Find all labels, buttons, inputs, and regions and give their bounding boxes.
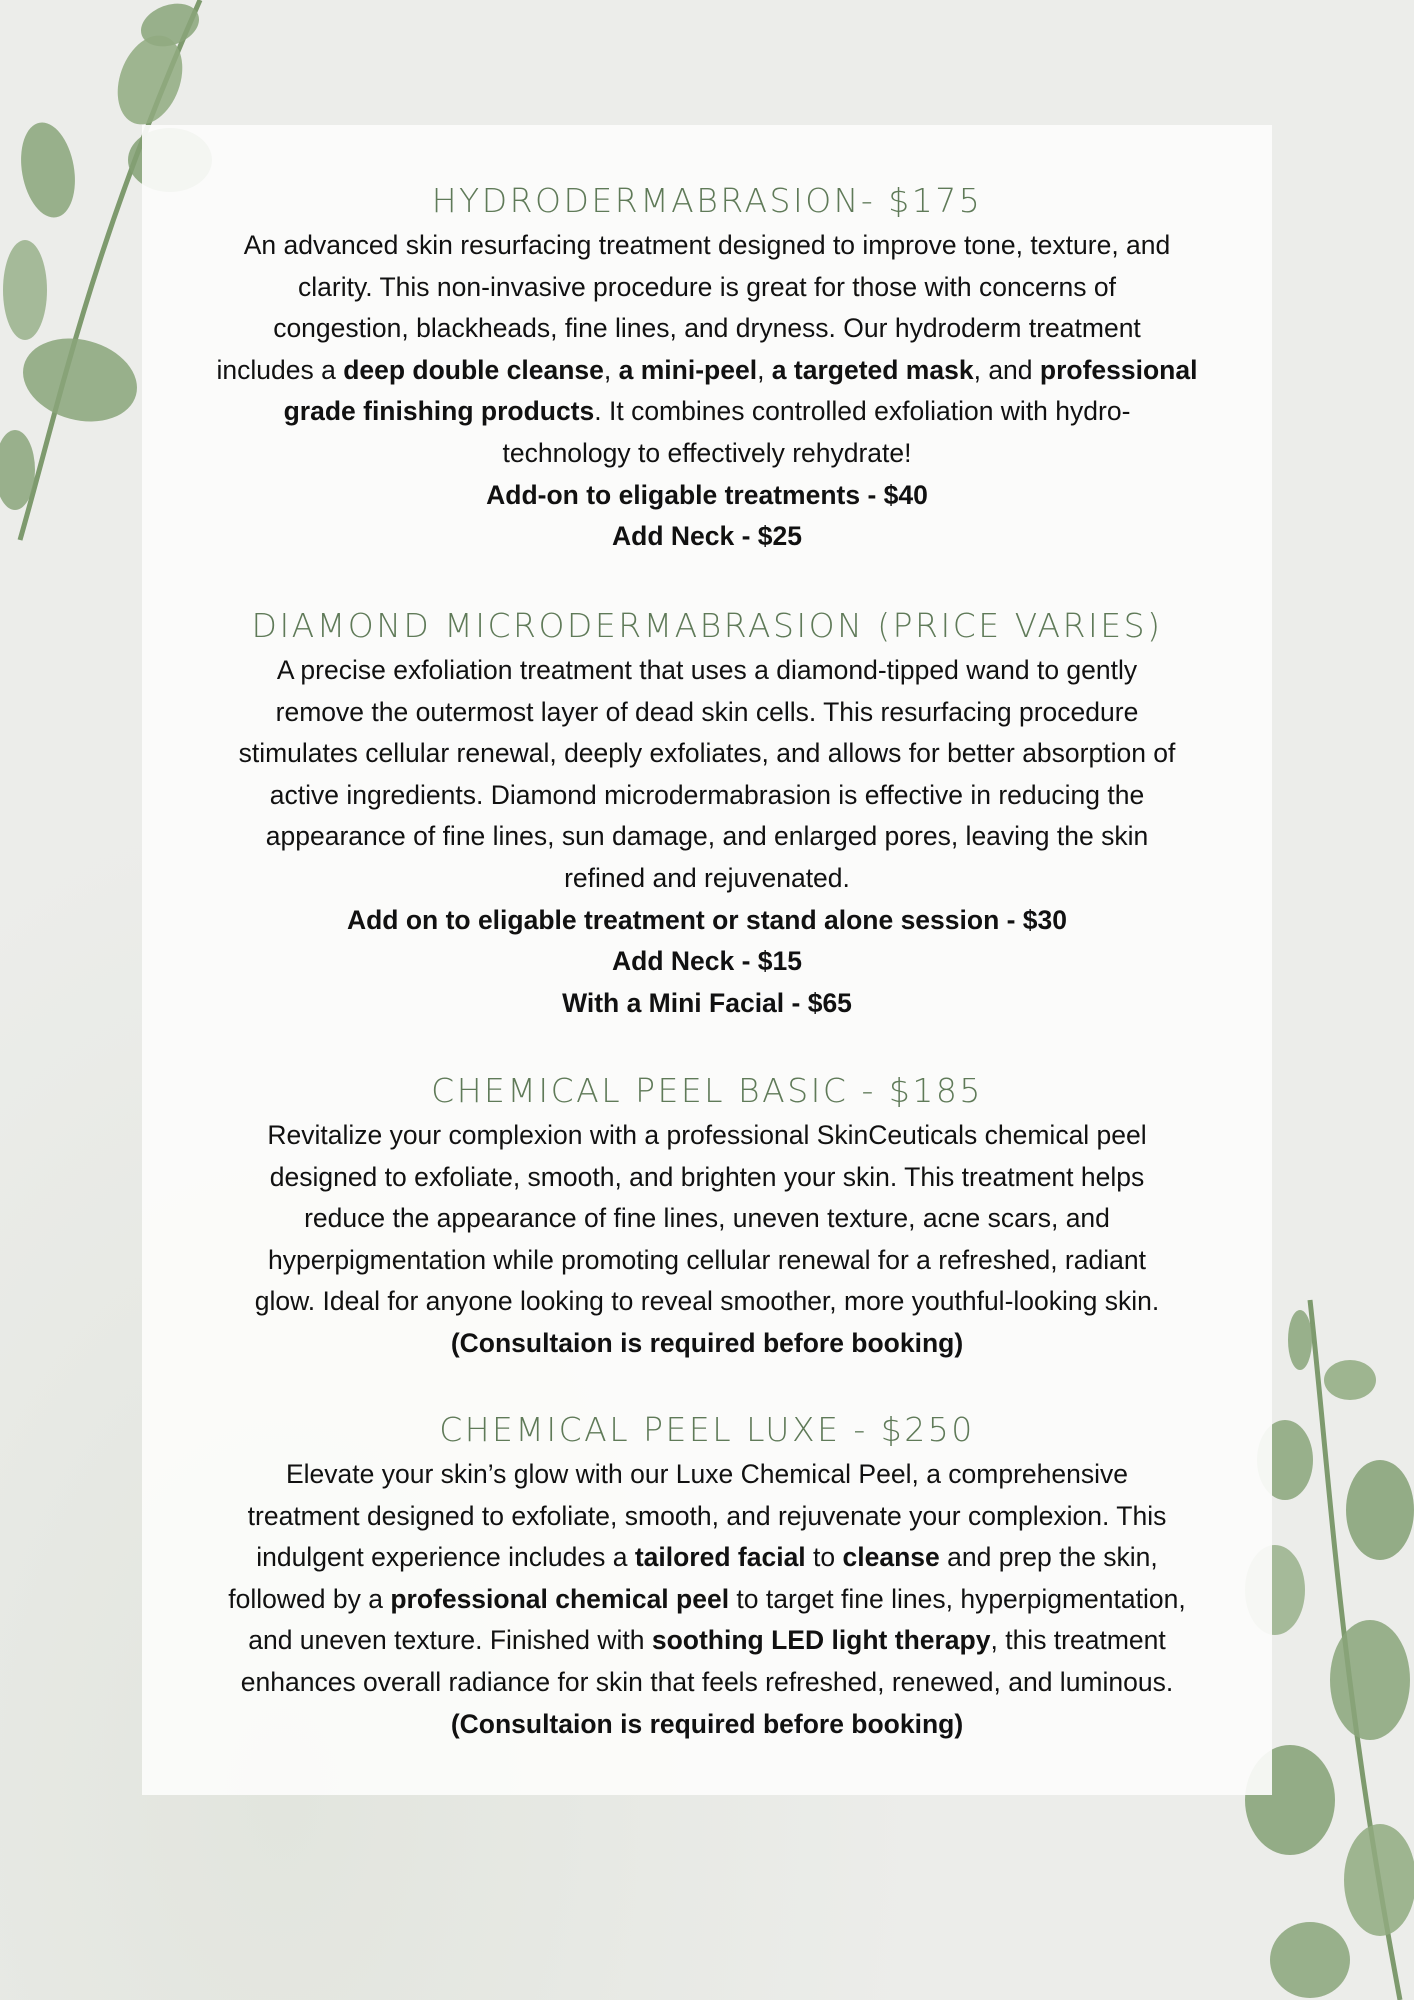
text: followed by a — [228, 1583, 391, 1614]
text: , — [603, 354, 619, 385]
description-line — [142, 733, 1272, 775]
text: designed to exfoliate, smooth, and brighten your skin. This treatment helps — [269, 1161, 1145, 1192]
bold-text: deep double cleanse — [343, 354, 604, 385]
text: Revitalize your complexion with a professional SkinCeuticals chemical peel — [267, 1120, 1147, 1150]
price-option: Add on to eligable treatment or stand alone session - $30 — [346, 904, 1068, 935]
description-line — [142, 650, 1272, 692]
text: enhances overall radiance for skin that feels refreshed, renewed, and luminous. — [240, 1666, 1174, 1697]
text: glow. Ideal for anyone looking to reveal smoother, more youthful-looking skin. — [254, 1286, 1160, 1317]
description-line — [142, 225, 1272, 267]
service-heading: HYDRODERMABRASION- $175 — [431, 181, 983, 220]
service-heading: CHEMICAL PEEL LUXE - $250 — [439, 1410, 975, 1449]
description-line — [142, 1115, 1272, 1157]
description-line — [142, 1240, 1272, 1282]
price-option: (Consultaion is required before booking) — [450, 1327, 964, 1358]
text: appearance of fine lines, sun damage, and enlarged pores, leaving the skin — [265, 821, 1149, 852]
bold-text: professional — [1039, 354, 1198, 385]
description-line — [142, 1281, 1272, 1323]
description-line — [142, 775, 1272, 817]
text: An advanced skin resurfacing treatment designed to improve tone, texture, and — [243, 230, 1171, 260]
description-line — [142, 1157, 1272, 1199]
description-line — [142, 816, 1272, 858]
text: hyperpigmentation while promoting cellular renewal for a refreshed, radiant — [268, 1244, 1146, 1275]
description-line — [142, 1198, 1272, 1240]
price-option: Add Neck - $25 — [612, 521, 802, 552]
text: remove the outermost layer of dead skin cells. This resurfacing procedure — [275, 696, 1139, 727]
service-section — [142, 177, 1272, 558]
description-line — [142, 1454, 1272, 1496]
description-line — [142, 267, 1272, 309]
text: and prep the skin, — [939, 1542, 1158, 1573]
text: includes a — [216, 354, 344, 385]
price-option: Add Neck - $15 — [612, 946, 802, 977]
service-section — [142, 1067, 1272, 1365]
bold-text: tailored facial — [634, 1542, 806, 1573]
description-line — [142, 308, 1272, 350]
description-line — [142, 1620, 1272, 1662]
text: treatment designed to exfoliate, smooth, and rejuvenate your complexion. This — [247, 1500, 1167, 1531]
service-section — [142, 1406, 1272, 1745]
price-option: With a Mini Facial - $65 — [562, 987, 852, 1018]
description-line — [142, 1662, 1272, 1704]
text: , and — [973, 354, 1040, 385]
text: active ingredients. Diamond microdermabrasion is effective in reducing the — [269, 779, 1145, 810]
description-line — [142, 692, 1272, 734]
description-line — [142, 858, 1272, 900]
text: and uneven texture. Finished with — [248, 1625, 652, 1656]
text: reduce the appearance of fine lines, uneven texture, acne scars, and — [304, 1203, 1110, 1234]
text: refined and rejuvenated. — [564, 862, 850, 893]
service-section — [142, 602, 1272, 1024]
text: to — [805, 1542, 843, 1573]
text: Elevate your skin’s glow with our Luxe Chemical Peel, a comprehensive — [285, 1459, 1129, 1489]
menu-panel — [142, 125, 1272, 1795]
text: . It combines controlled exfoliation with hydro- — [594, 396, 1131, 427]
service-heading: DIAMOND MICRODERMABRASION (PRICE VARIES) — [251, 606, 1163, 645]
description-line — [142, 1537, 1272, 1579]
text: to target fine lines, hyperpigmentation, — [729, 1583, 1186, 1614]
bold-text: grade finishing products — [283, 396, 595, 427]
text: , this treatment — [990, 1625, 1166, 1656]
description-line — [142, 1579, 1272, 1621]
bold-text: cleanse — [842, 1542, 940, 1573]
description-line — [142, 1496, 1272, 1538]
text: congestion, blackheads, fine lines, and dryness. Our hydroderm treatment — [273, 313, 1141, 344]
bold-text: soothing LED light therapy — [651, 1625, 991, 1656]
price-option: (Consultaion is required before booking) — [450, 1708, 964, 1739]
description-line — [142, 391, 1272, 433]
price-option: Add-on to eligable treatments - $40 — [486, 479, 928, 510]
description-line — [142, 433, 1272, 475]
text: technology to effectively rehydrate! — [502, 437, 912, 468]
text: , — [757, 354, 772, 385]
text: stimulates cellular renewal, deeply exfoliates, and allows for better absorption of — [238, 738, 1176, 769]
description-line — [142, 350, 1272, 392]
text: indulgent experience includes a — [256, 1542, 635, 1573]
text: A precise exfoliation treatment that uses a diamond-tipped wand to gently — [276, 655, 1138, 685]
bold-text: a mini-peel — [618, 354, 758, 385]
bold-text: professional chemical peel — [390, 1583, 730, 1614]
bold-text: a targeted mask — [771, 354, 974, 385]
service-heading: CHEMICAL PEEL BASIC - $185 — [431, 1071, 983, 1110]
text: clarity. This non-invasive procedure is great for those with concerns of — [298, 271, 1116, 302]
